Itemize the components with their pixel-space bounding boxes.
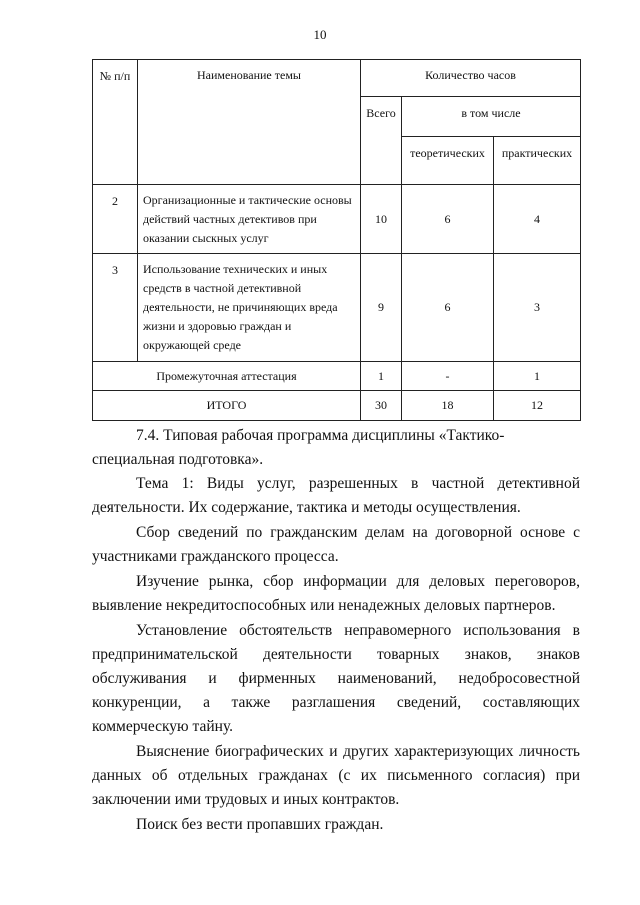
- body-text: [92, 424, 580, 837]
- row-topic: Организационные и тактические основы действий частных детективов при оказании сыскных услуг: [138, 185, 361, 254]
- header-total: Всего: [361, 97, 402, 185]
- paragraph: Изучение рынка, сбор информации для деловых переговоров, выявление некредитоспособных или ненадежных деловых партнеров.: [92, 573, 580, 614]
- interim-theory: -: [402, 362, 494, 391]
- total-theory: 18: [402, 391, 494, 421]
- header-num: № п/п: [93, 60, 138, 185]
- row-topic: Использование технических и иных средств в частной детективной деятельности, не причиняющих вреда жизни и здоровью граждан и окружающей среде: [138, 254, 361, 362]
- total-label: ИТОГО: [93, 391, 361, 421]
- total-row: [93, 391, 581, 421]
- row-total: 9: [361, 254, 402, 362]
- header-topic-name: Наименование темы: [138, 60, 361, 185]
- paragraph: Сбор сведений по гражданским делам на договорной основе с участниками гражданского процесса.: [92, 524, 580, 565]
- header-practice: практических: [494, 137, 581, 185]
- header-hours: Количество часов: [361, 60, 581, 97]
- total-practice: 12: [494, 391, 581, 421]
- paragraph: Выяснение биографических и других характеризующих личность данных об отдельных гражданах (с их письменного согласия) при заключении ими трудовых и иных контрактов.: [92, 743, 580, 808]
- interim-total: 1: [361, 362, 402, 391]
- topic-title: Тема 1: Виды услуг, разрешенных в частной детективной деятельности. Их содержание, тактика и методы осуществления.: [92, 475, 580, 516]
- paragraph: Установление обстоятельств неправомерного использования в предпринимательской деятельности товарных знаков, знаков обслуживания и фирменных наименований, недобросовестной конкуренции, а также разглашения сведений, составляющих коммерческую тайну.: [92, 622, 580, 735]
- row-total: 10: [361, 185, 402, 254]
- header-including: в том числе: [402, 97, 581, 137]
- row-theory: 6: [402, 254, 494, 362]
- row-num: 3: [93, 254, 138, 362]
- interim-label: Промежуточная аттестация: [93, 362, 361, 391]
- table-header-row: [93, 60, 581, 97]
- table-row: [93, 185, 581, 254]
- section-title: 7.4. Типовая рабочая программа дисциплины «Тактико-специальная подготовка».: [92, 427, 505, 468]
- interim-practice: 1: [494, 362, 581, 391]
- row-num: 2: [93, 185, 138, 254]
- header-theory: теоретических: [402, 137, 494, 185]
- row-practice: 4: [494, 185, 581, 254]
- paragraph: Поиск без вести пропавших граждан.: [136, 816, 384, 833]
- hours-table: [92, 59, 581, 421]
- total-hours: 30: [361, 391, 402, 421]
- row-practice: 3: [494, 254, 581, 362]
- page-number: 10: [313, 27, 327, 42]
- interim-row: [93, 362, 581, 391]
- table-row: [93, 254, 581, 362]
- row-theory: 6: [402, 185, 494, 254]
